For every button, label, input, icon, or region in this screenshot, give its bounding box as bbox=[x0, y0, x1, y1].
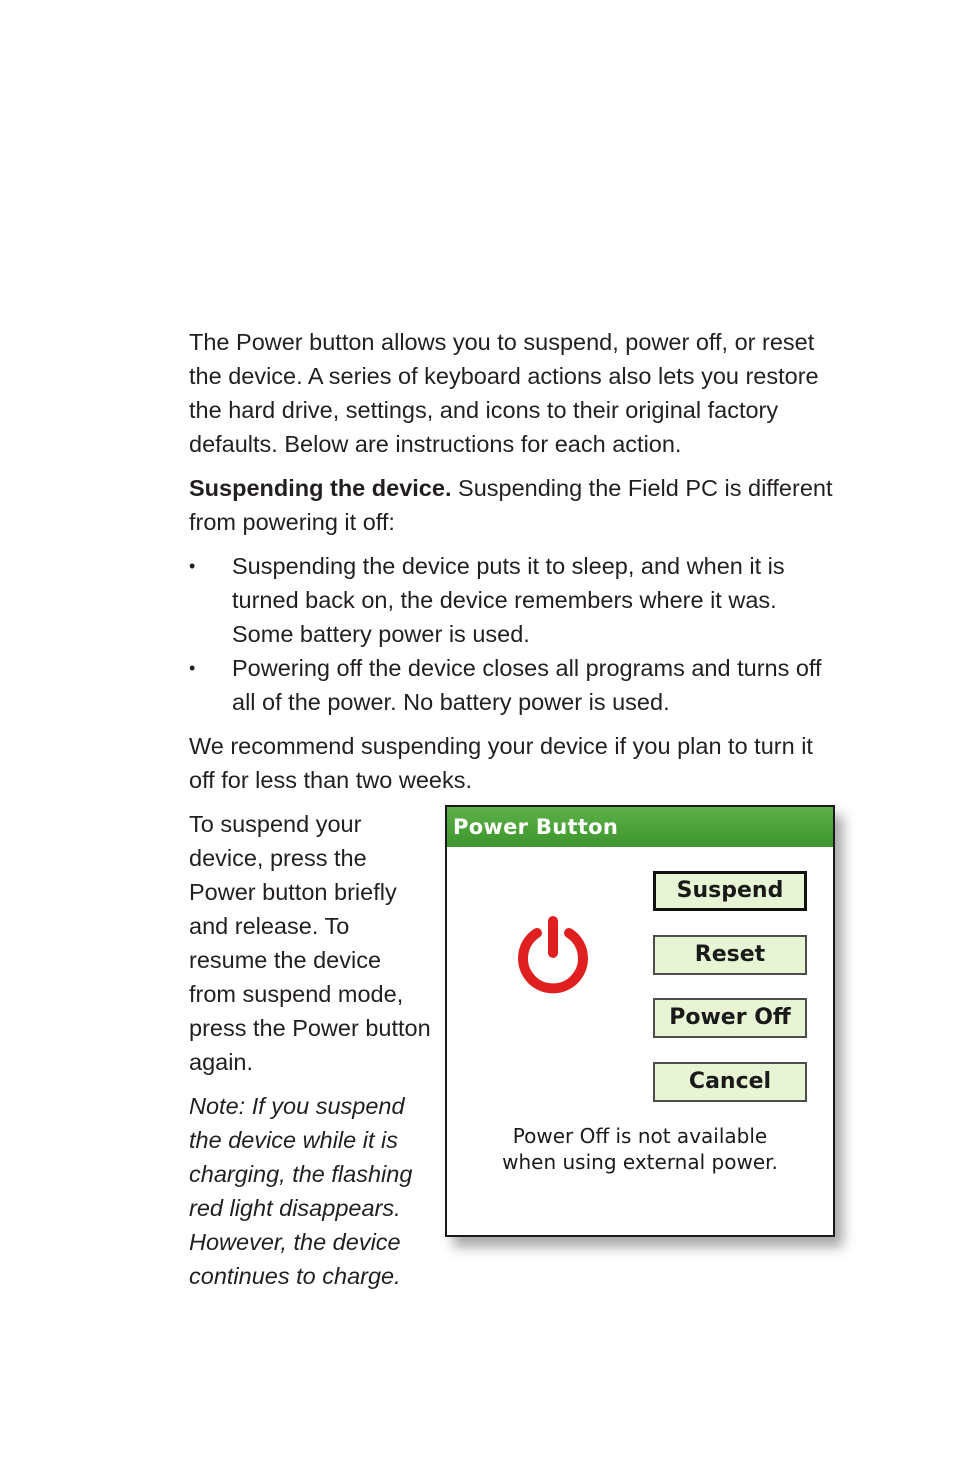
dialog-title: Power Button bbox=[447, 807, 833, 847]
bullet-text: Suspending the device puts it to sleep, and when it is turned back on, the device remembers where it was. Some battery power is used. bbox=[232, 553, 785, 647]
bullet-glyph: • bbox=[189, 658, 196, 678]
note-paragraph: Note: If you suspend the device while it is charging, the flashing red light disappears. However, the device continues to charge. bbox=[189, 1093, 413, 1289]
dialog-message-line2: when using external power. bbox=[502, 1150, 778, 1174]
suspending-paragraph bbox=[189, 471, 839, 539]
dialog-message-line1: Power Off is not available bbox=[512, 1124, 768, 1148]
list-item bbox=[189, 651, 839, 719]
dialog-message bbox=[447, 1123, 833, 1175]
bullet-list bbox=[189, 549, 839, 719]
reset-button[interactable]: Reset bbox=[653, 935, 807, 975]
document-body bbox=[189, 325, 839, 1307]
power-off-button[interactable]: Power Off bbox=[653, 998, 807, 1038]
two-column-section bbox=[189, 807, 839, 1307]
suspending-text: Suspending the Field PC is different from powering it off: bbox=[189, 475, 833, 535]
suspending-heading: Suspending the device. bbox=[189, 475, 452, 501]
power-icon bbox=[515, 915, 591, 995]
cancel-button[interactable]: Cancel bbox=[653, 1062, 807, 1102]
left-column bbox=[189, 807, 434, 1293]
suspend-button[interactable]: Suspend bbox=[653, 871, 807, 911]
instructions-paragraph: To suspend your device, press the Power button briefly and release. To resume the device from suspend mode, press the Power button again. bbox=[189, 811, 431, 1075]
bullet-glyph: • bbox=[189, 556, 196, 576]
recommend-paragraph: We recommend suspending your device if you plan to turn it off for less than two weeks. bbox=[189, 733, 813, 793]
power-button-dialog bbox=[445, 805, 835, 1237]
bullet-text: Powering off the device closes all programs and turns off all of the power. No battery power is used. bbox=[232, 655, 822, 715]
intro-paragraph: The Power button allows you to suspend, power off, or reset the device. A series of keyboard actions also lets you restore the hard drive, settings, and icons to their original factory defaults. Below are instructions for each action. bbox=[189, 329, 819, 457]
list-item bbox=[189, 549, 839, 651]
